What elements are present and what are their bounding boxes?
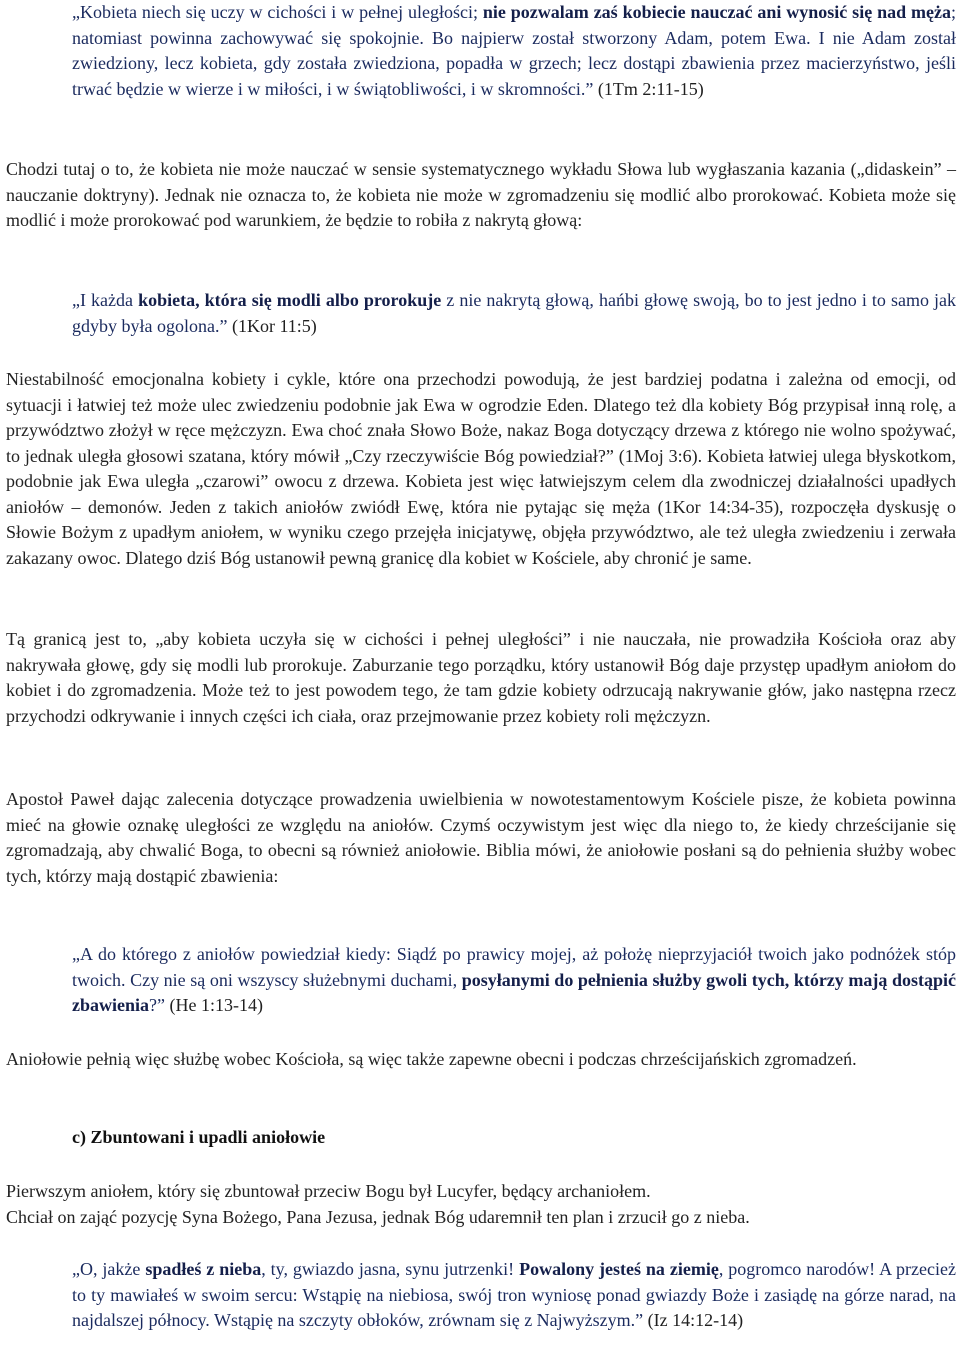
quote-text: , ty, gwiazdo jasna, synu jutrzenki! xyxy=(261,1259,520,1279)
paragraph-instability: Niestabilność emocjonalna kobiety i cykle, które ona przechodzi powodują, że jest bardziej podatna i zależna od emocji, od sytuacji i łatwiej też może ulec zwiedzeniu podobnie jak Ewa w ogrodzie Eden. Dlatego też dla kobiety Bóg przypisał inną rolę, a przywództwo złożył w ręce mężczyzn. Ewa choć znała Słowo Boże, nakaz Boga dotyczący drzewa z którego nie wolno spożywać, to jednak uległa głosowi szatana, który mówił „Czy rzeczywiście Bóg powiedział?” (1Moj 3:6). Kobieta łatwiej ulega błyskotkom, podobnie jak Ewa uległa „czarowi” owocu z drzewa. Kobieta jest więc łatwiejszym celem dla zwodniczej działalności upadłych aniołów – demonów. Jeden z takich aniołów zwiódł Ewę, która nie pytając się męża (1Kor 14:34-35), rozpoczęła dyskusję o Słowie Bożym z upadłym aniołem, w wyniku czego przejęła inicjatywę, objęła przywództwo, ale też uległa zwiedzeniu i zerwała zakazany owoc. Dlatego dziś Bóg ustanowił pewną granicę dla kobiet w Kościele, aby chronić je same. xyxy=(6,369,956,568)
quote-text: ?” xyxy=(149,995,165,1015)
quote-text: „I każda xyxy=(72,290,139,310)
verse-reference: (1Tm 2:11-15) xyxy=(593,78,704,99)
paragraph-boundary: Tą granicą jest to, „aby kobieta uczyła się w cichości i pełnej uległości” i nie nauczała, nie prowadziła Kościoła oraz aby nakrywała głowę, gdy się modli lub prorokuje. Zaburzanie tego porządku, który ustanowił Bóg daje przystęp upadłym aniołom do kobiet i do zgromadzenia. Może też to jest powodem tego, że tam gdzie kobiety odrzucają nakrywanie głów, jako następna rzecz przychodzi odkrywanie i innych części ich ciała, oraz przejmowanie przez kobiety roli mężczyzn. xyxy=(6,629,956,726)
paragraph-apostle-paul: Apostoł Paweł dając zalecenia dotyczące prowadzenia uwielbienia w nowotestamentowym Kościele pisze, że kobieta powinna mieć na głowie oznakę uległości ze względu na aniołów. Czymś oczywistym jest więc dla niego to, że kiedy chrześcijanie się zgromadzają, aby chwalić Boga, to obecni są również aniołowie. Biblia mówi, że aniołowie posłani są do pełnienia służby wobec tych, którzy mają dostąpić zbawienia: xyxy=(6,789,956,886)
paragraph-lucifer-plan: Chciał on zająć pozycję Syna Bożego, Pana Jezusa, jednak Bóg udaremnił ten plan i zrzucił go z nieba. xyxy=(6,1207,750,1227)
quote-text: „O, jakże xyxy=(72,1259,146,1279)
verse-reference: (He 1:13-14) xyxy=(165,995,263,1015)
quote-emphasis: spadłeś z nieba xyxy=(145,1259,262,1279)
paragraph-angels-serve: Aniołowie pełnią więc służbę wobec Kościoła, są więc także zapewne obecni i podczas chrześcijańskich zgromadzeń. xyxy=(6,1049,857,1069)
quote-text: „Kobieta niech się uczy w cichości i w pełnej uległości; xyxy=(72,2,483,22)
quote-1tm xyxy=(72,0,956,102)
verse-reference: (Iz 14:12-14) xyxy=(643,1310,744,1330)
quote-emphasis: kobieta, która się modli albo prorokuje xyxy=(138,290,442,310)
quote-text: , pogromco narodów! A przecież to ty mawiałeś w swoim sercu: Wstąpię na niebiosa, swój tron wyniosę ponad gwiazdy Boże i zasiądę na górze narad, na najdalszej północy. Wstąpię na szczyty obłoków, zrównam się z Najwyższym.” xyxy=(72,1259,956,1330)
section-heading: c) Zbuntowani i upadli aniołowie xyxy=(72,1127,326,1147)
quote-1kor xyxy=(72,288,956,339)
quote-isaiah xyxy=(72,1257,956,1334)
quote-text: „A do którego z aniołów powiedział kiedy: Siądź po prawicy mojej, aż położę nieprzyjaciół twoich jako podnóżek stóp twoich. Czy nie są oni wszyscy służebnymi duchami, xyxy=(72,944,956,990)
quote-text: z nie nakrytą głową, hańbi głowę swoją, bo to jest jedno i to samo jak gdyby była ogolona.” xyxy=(72,290,957,336)
quote-emphasis: posyłanymi do pełnienia służby gwoli tych, którzy mają dostąpić zbawienia xyxy=(72,969,956,1015)
quote-text: ; natomiast powinna zachowywać się spokojnie. Bo najpierw został stworzony Adam, potem Ewa. I nie Adam został zwiedziony, lecz kobieta, gdy została zwiedziona, popadła w grzech; lecz dostąpi zbawienia przez macierzyństwo, jeśli trwać będzie w wierze i w miłości, i w świątobliwości, i w skromności.” xyxy=(72,2,956,99)
quote-hebrews xyxy=(72,942,956,1019)
paragraph-lucifer: Pierwszym aniołem, który się zbuntował przeciw Bogu był Lucyfer, będący archaniołem. xyxy=(6,1181,651,1201)
paragraph-didaskein: Chodzi tutaj o to, że kobieta nie może nauczać w sensie systematycznego wykładu Słowa lub wygłaszania kazania („didaskein” – nauczanie doktryny). Jednak nie oznacza to, że kobieta nie może w zgromadzeniu się modlić albo prorokować. Kobieta może się modlić i może prorokować pod warunkiem, że będzie to robiła z nakrytą głową: xyxy=(6,159,956,230)
verse-reference: (1Kor 11:5) xyxy=(227,315,317,336)
quote-emphasis: nie pozwalam zaś kobiecie nauczać ani wynosić się nad męża xyxy=(482,2,951,22)
quote-emphasis: Powalony jesteś na ziemię xyxy=(519,1259,719,1279)
